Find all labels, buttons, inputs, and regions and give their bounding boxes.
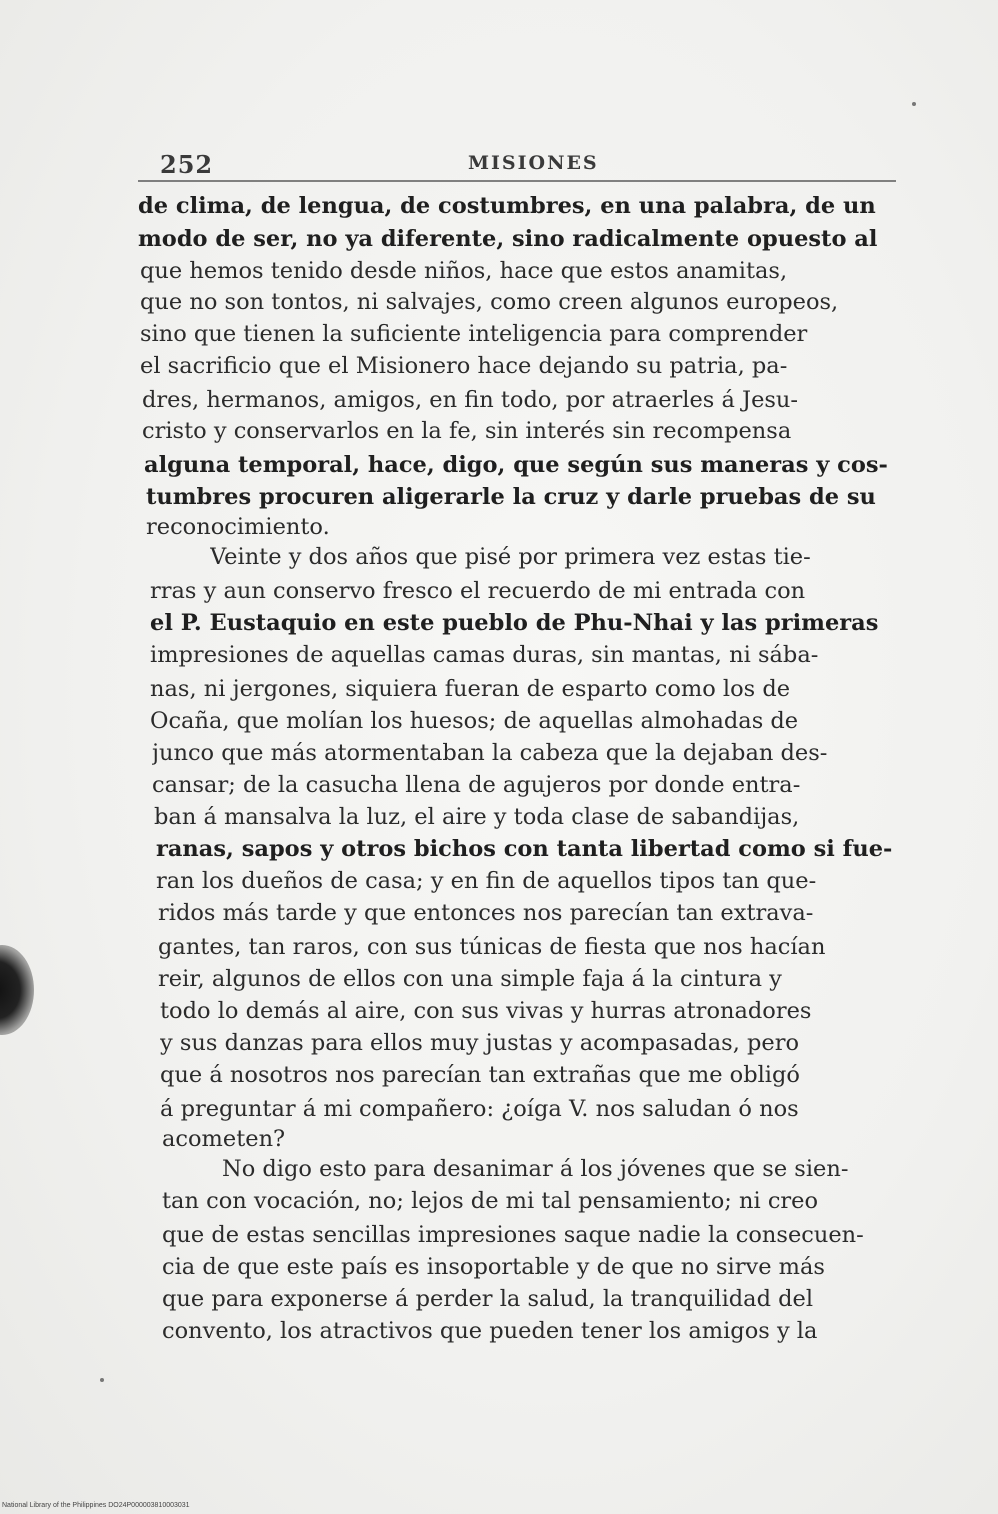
- text-line: cristo y conservarlos en la fe, sin interés sin recompensa: [142, 418, 792, 444]
- text-line: No digo esto para desanimar á los jóvenes que se sien-: [222, 1156, 849, 1182]
- page-number: 252: [160, 150, 214, 179]
- text-line: que no son tontos, ni salvajes, como creen algunos europeos,: [140, 289, 839, 315]
- text-line: reconocimiento.: [146, 514, 330, 540]
- text-line: el sacrificio que el Misionero hace dejando su patria, pa-: [140, 353, 788, 379]
- text-line: que á nosotros nos parecían tan extrañas que me obligó: [160, 1062, 800, 1088]
- speck: [912, 102, 916, 106]
- text-line: á preguntar á mi compañero: ¿oíga V. nos saludan ó nos: [160, 1096, 799, 1122]
- text-line: impresiones de aquellas camas duras, sin mantas, ni sába-: [150, 642, 819, 668]
- text-line: alguna temporal, hace, digo, que según sus maneras y cos-: [144, 452, 888, 478]
- scan-footer: National Library of the Philippines DO24P000003810003031: [2, 1502, 190, 1509]
- text-line: tumbres procuren aligerarle la cruz y darle pruebas de su: [146, 484, 876, 510]
- text-line: ban á mansalva la luz, el aire y toda clase de sabandijas,: [154, 804, 800, 830]
- text-line: todo lo demás al aire, con sus vivas y hurras atronadores: [160, 998, 812, 1024]
- edge-shadow: [0, 945, 34, 1035]
- text-line: ranas, sapos y otros bichos con tanta libertad como si fue-: [156, 836, 893, 862]
- text-line: ridos más tarde y que entonces nos parecían tan extrava-: [158, 900, 814, 926]
- text-line: rras y aun conservo fresco el recuerdo de mi entrada con: [150, 578, 806, 604]
- speck: [100, 1378, 104, 1382]
- text-line: reir, algunos de ellos con una simple faja á la cintura y: [158, 966, 782, 992]
- text-line: cia de que este país es insoportable y de que no sirve más: [162, 1254, 825, 1280]
- page-header: [138, 150, 896, 182]
- text-line: acometen?: [162, 1126, 286, 1152]
- running-title: MISIONES: [468, 152, 599, 174]
- text-line: que de estas sencillas impresiones saque nadie la consecuen-: [162, 1222, 864, 1248]
- text-line: modo de ser, no ya diferente, sino radicalmente opuesto al: [138, 226, 878, 252]
- text-line: de clima, de lengua, de costumbres, en una palabra, de un: [138, 193, 876, 219]
- text-line: el P. Eustaquio en este pueblo de Phu-Nhai y las primeras: [150, 610, 879, 636]
- text-line: junco que más atormentaban la cabeza que la dejaban des-: [152, 740, 828, 766]
- text-line: que para exponerse á perder la salud, la tranquilidad del: [162, 1286, 814, 1312]
- text-line: convento, los atractivos que pueden tener los amigos y la: [162, 1318, 818, 1344]
- text-line: Veinte y dos años que pisé por primera vez estas tie-: [210, 544, 811, 570]
- header-rule: [138, 180, 896, 182]
- text-line: dres, hermanos, amigos, en fin todo, por atraerles á Jesu-: [142, 387, 799, 413]
- text-line: Ocaña, que molían los huesos; de aquellas almohadas de: [150, 708, 799, 734]
- text-line: cansar; de la casucha llena de agujeros por donde entra-: [152, 772, 801, 798]
- text-line: gantes, tan raros, con sus túnicas de fiesta que nos hacían: [158, 934, 826, 960]
- text-line: nas, ni jergones, siquiera fueran de esparto como los de: [150, 676, 791, 702]
- text-line: sino que tienen la suficiente inteligencia para comprender: [140, 321, 808, 347]
- text-line: y sus danzas para ellos muy justas y acompasadas, pero: [160, 1030, 800, 1056]
- text-line: ran los dueños de casa; y en fin de aquellos tipos tan que-: [156, 868, 817, 894]
- text-line: que hemos tenido desde niños, hace que estos anamitas,: [140, 258, 788, 284]
- text-line: tan con vocación, no; lejos de mi tal pensamiento; ni creo: [162, 1188, 819, 1214]
